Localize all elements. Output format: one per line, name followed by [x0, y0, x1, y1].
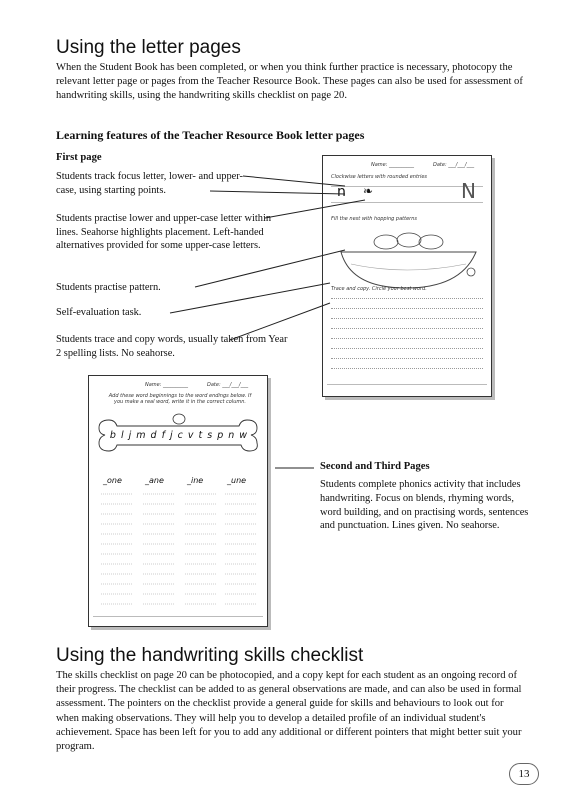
- thumb1-letter-n-lower: n: [337, 184, 346, 200]
- second-third-label: Second and Third Pages: [320, 461, 430, 472]
- features-heading: Learning features of the Teacher Resource Book letter pages: [56, 128, 365, 142]
- column-one: _one: [103, 476, 122, 485]
- checklist-paragraph: The skills checklist on page 20 can be photocopied, and a copy kept for each student as an ongoing record of their progress. The checklist can be added to as general observations are made, and can also be used in formal assessment. The pointers on the checklist provide a general guide for skills and behaviours to look out for when making observations. They will help you to develop a detailed profile of an individual student's achievement. Space has been left for you to add any additional or different pointers that might better suit your program.: [56, 670, 522, 753]
- thumb1-date: Date: ___/___/___: [433, 162, 475, 168]
- page-number: 13: [509, 763, 539, 785]
- thumb2-name: Name: __________: [145, 382, 189, 388]
- note-practise-pattern: Students practise pattern.: [56, 282, 161, 293]
- second-page-thumbnail: [88, 375, 268, 627]
- column-une: _une: [227, 476, 247, 485]
- thumb1-seahorse-icon: ❧: [363, 184, 374, 198]
- column-ane: _ane: [145, 476, 164, 485]
- intro-paragraph: When the Student Book has been completed, or when you think further practice is necessary, photocopy the relevant letter page or pages from the Teacher Resource Book. These pages can also be used for assessment of handwriting skills, using the handwriting skills checklist on page 20.: [56, 62, 523, 102]
- column-ine: _ine: [187, 476, 204, 485]
- thumb1-letter-n-upper: N: [461, 179, 476, 203]
- note-trace-copy: Students trace and copy words, usually taken from Year 2 spelling lists. No seahorse.: [56, 334, 288, 359]
- thumb1-instruction-1: Clockwise letters with rounded entries: [331, 174, 428, 180]
- second-third-description: Students complete phonics activity that includes handwriting. Focus on blends, rhyming words, word building, and on practising words, sentences and punctuation. Lines given. No seahorse.: [320, 479, 529, 532]
- first-page-label: First page: [56, 152, 102, 163]
- thumb2-writing-lines: [101, 490, 257, 612]
- section-title-checklist: Using the handwriting skills checklist: [56, 645, 364, 666]
- thumb1-instruction-3: Trace and copy. Circle your best word.: [331, 286, 427, 292]
- note-self-evaluation: Self-evaluation task.: [56, 307, 142, 318]
- thumb2-instruction: Add these word beginnings to the word endings below. If you make a real word, write it in the correct column.: [108, 393, 252, 405]
- thumb1-instruction-2: Fill the nest with hopping patterns: [331, 216, 417, 222]
- note-practise-letters: Students practise lower and upper-case letter within lines. Seahorse highlights placement. Left-handed alternatives provided for some upper-case letters.: [56, 213, 272, 252]
- thumb2-letters: b l j m d f j c v t s p n w: [109, 430, 249, 441]
- thumb2-date: Date: ___/___/___: [207, 382, 249, 388]
- note-track-letter: Students track focus letter, lower- and upper-case, using starting points.: [56, 171, 244, 196]
- thumb1-name: Name: __________: [371, 162, 415, 168]
- section-title-letter-pages: Using the letter pages: [56, 37, 241, 58]
